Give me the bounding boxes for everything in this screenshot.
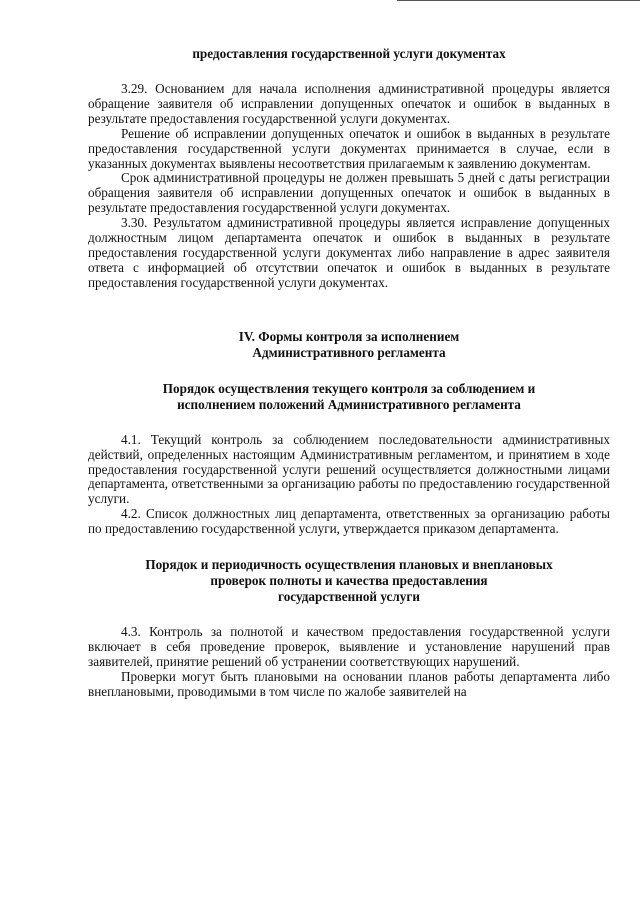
planned-checks-heading-line3: государственной услуги (278, 589, 420, 605)
paragraph-4-3: 4.3. Контроль за полнотой и качеством предоставления государственной услуги включает в себя проведение проверок, выявление и установление нарушений прав заявителей, принятие решений об устранении соответствующих нарушений. (88, 624, 610, 669)
paragraph-checks-types: Проверки могут быть плановыми на основании планов работы департамента либо внеплановыми, проводимыми в том числе по жалобе заявителей на (88, 668, 610, 699)
chapter-iv-title-line1: IV. Формы контроля за исполнением (238, 328, 460, 344)
paragraph-4-1: 4.1. Текущий контроль за соблюдением последовательности административных действий, определенных настоящим Административным регламентом, и принятием в ходе предоставления государственной услуги решений осуществляется должностными лицами департамента, ответственными за организацию работы по предоставлению государственной услуги. (88, 431, 610, 507)
document-body (88, 46, 610, 700)
top-border-line (397, 0, 640, 1)
current-control-heading-line1: Порядок осуществления текущего контроля за соблюдением и (162, 380, 536, 396)
planned-checks-heading-line1: Порядок и периодичность осуществления плановых и внеплановых (145, 557, 553, 573)
current-control-heading-line2: исполнением положений Административного регламента (177, 396, 521, 412)
paragraph-4-2: 4.2. Список должностных лиц департамента, ответственных за организацию работы по предоставлению государственной услуги, утверждается приказом департамента. (88, 506, 610, 537)
paragraph-3-30: 3.30. Результатом административной процедуры является исправление допущенных должностным лицом департамента опечаток и ошибок в выданных в результате предоставления государственной услуги документах либо направление в адрес заявителя ответа с информацией об отсутствии опечаток и ошибок в выданных в результате предоставления государственной услуги документах. (88, 215, 610, 290)
paragraph-3-29-decision: Решение об исправлении допущенных опечаток и ошибок в выданных в результате предоставления государственной услуги документах принимается в случае, если в указанных документах выявлены несоответствия прилагаемым к заявлению документам. (88, 125, 610, 171)
paragraph-3-29: 3.29. Основанием для начала исполнения административной процедуры является обращение заявителя об исправлении допущенных опечаток и ошибок в выданных в результате предоставления государственной услуги документах. (88, 81, 610, 126)
planned-checks-heading-line2: проверок полноты и качества предоставления (210, 573, 488, 589)
chapter-iv-title-line2: Административного регламента (252, 344, 446, 360)
section-heading-continuation: предоставления государственной услуги документах (192, 46, 506, 61)
paragraph-3-29-deadline: Срок административной процедуры не должен превышать 5 дней с даты регистрации обращения заявителя об исправлении допущенных опечаток и ошибок в выданных в результате предоставления государственной услуги документах. (88, 170, 610, 216)
